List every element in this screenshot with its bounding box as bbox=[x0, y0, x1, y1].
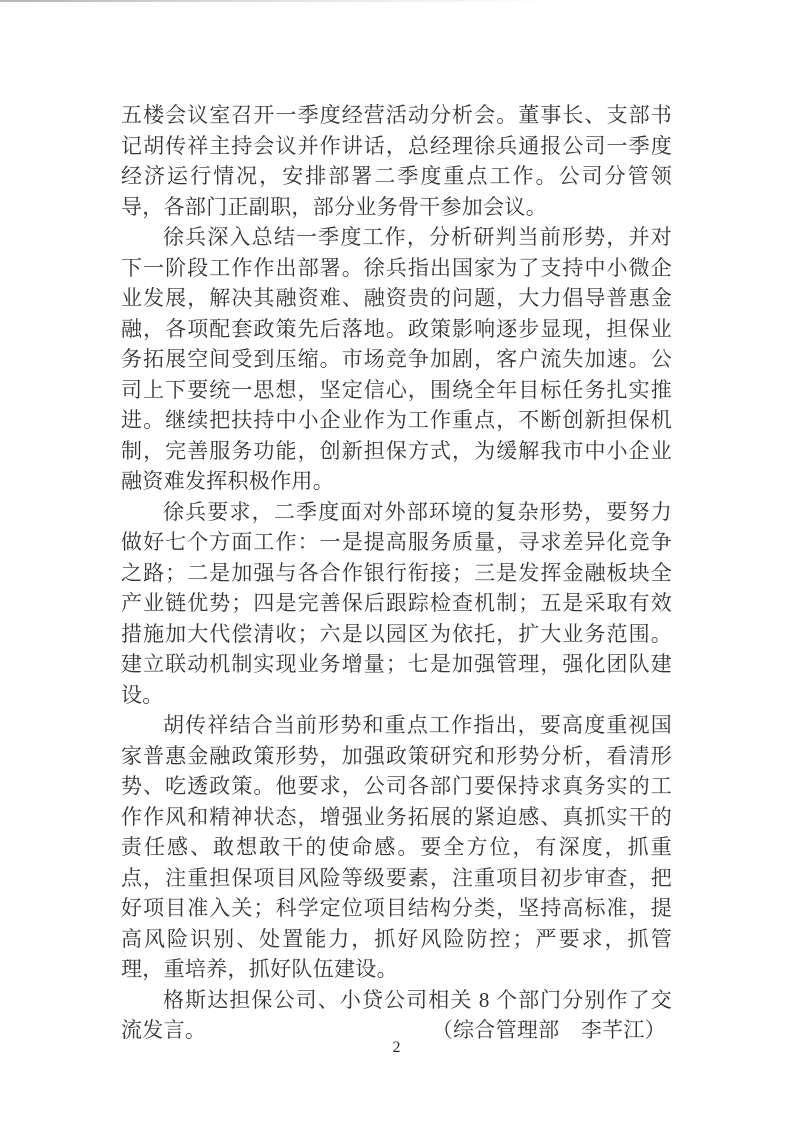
paragraph-huchuanxiang-remarks: 胡传祥结合当前形势和重点工作指出，要高度重视国家普惠金融政策形势，加强政策研究和形势分析，看清形势、吃透政策。他要求，公司各部门要保持求真务实的工作作风和精神状态，增强业务拓展的紧迫感、真抓实干的责任感、敢想敢干的使命感。要全方位，有深度，抓重点，注重担保项目风险等级要素，注重项目初步审查，把好项目准入关；科学定位项目结构分类，坚持高标准，提高风险识别、处置能力，抓好风险防控；严要求，抓管理，重培养，抓好队伍建设。 bbox=[121, 713, 672, 981]
page-number: 2 bbox=[392, 1039, 401, 1056]
scan-edge-artifact bbox=[0, 0, 793, 2]
paragraph-meeting-overview: 五楼会议室召开一季度经营活动分析会。董事长、支部书记胡传祥主持会议并作讲话，总经理徐兵通报公司一季度经济运行情况，安排部署二季度重点工作。公司分管领导，各部门正副职，部分业务骨干参加会议。 bbox=[121, 103, 672, 219]
paragraph-seven-tasks: 徐兵要求，二季度面对外部环境的复杂形势，要努力做好七个方面工作：一是提高服务质量，寻求差异化竞争之路；二是加强与各合作银行衔接；三是发挥金融板块全产业链优势；四是完善保后跟踪检查机制；五是采取有效措施加大代偿清收；六是以园区为依托，扩大业务范围。建立联动机制实现业务增量；七是加强管理，强化团队建设。 bbox=[121, 499, 672, 707]
document-body bbox=[121, 100, 672, 1046]
attribution: （综合管理部 李芊江） bbox=[431, 1018, 666, 1042]
paragraph-closing: 格斯达担保公司、小贷公司相关 8 个部门分别作了交流发言。 bbox=[121, 987, 672, 1042]
paragraph-xubing-summary: 徐兵深入总结一季度工作，分析研判当前形势，并对下一阶段工作作出部署。徐兵指出国家为了支持中小微企业发展，解决其融资难、融资贵的问题，大力倡导普惠金融，各项配套政策先后落地。政策影响逐步显现，担保业务拓展空间受到压缩。市场竞争加剧，客户流失加速。公司上下要统一思想，坚定信心，围绕全年目标任务扎实推进。继续把扶持中小企业作为工作重点，不断创新担保机制，完善服务功能，创新担保方式，为缓解我市中小企业融资难发挥积极作用。 bbox=[121, 225, 672, 493]
